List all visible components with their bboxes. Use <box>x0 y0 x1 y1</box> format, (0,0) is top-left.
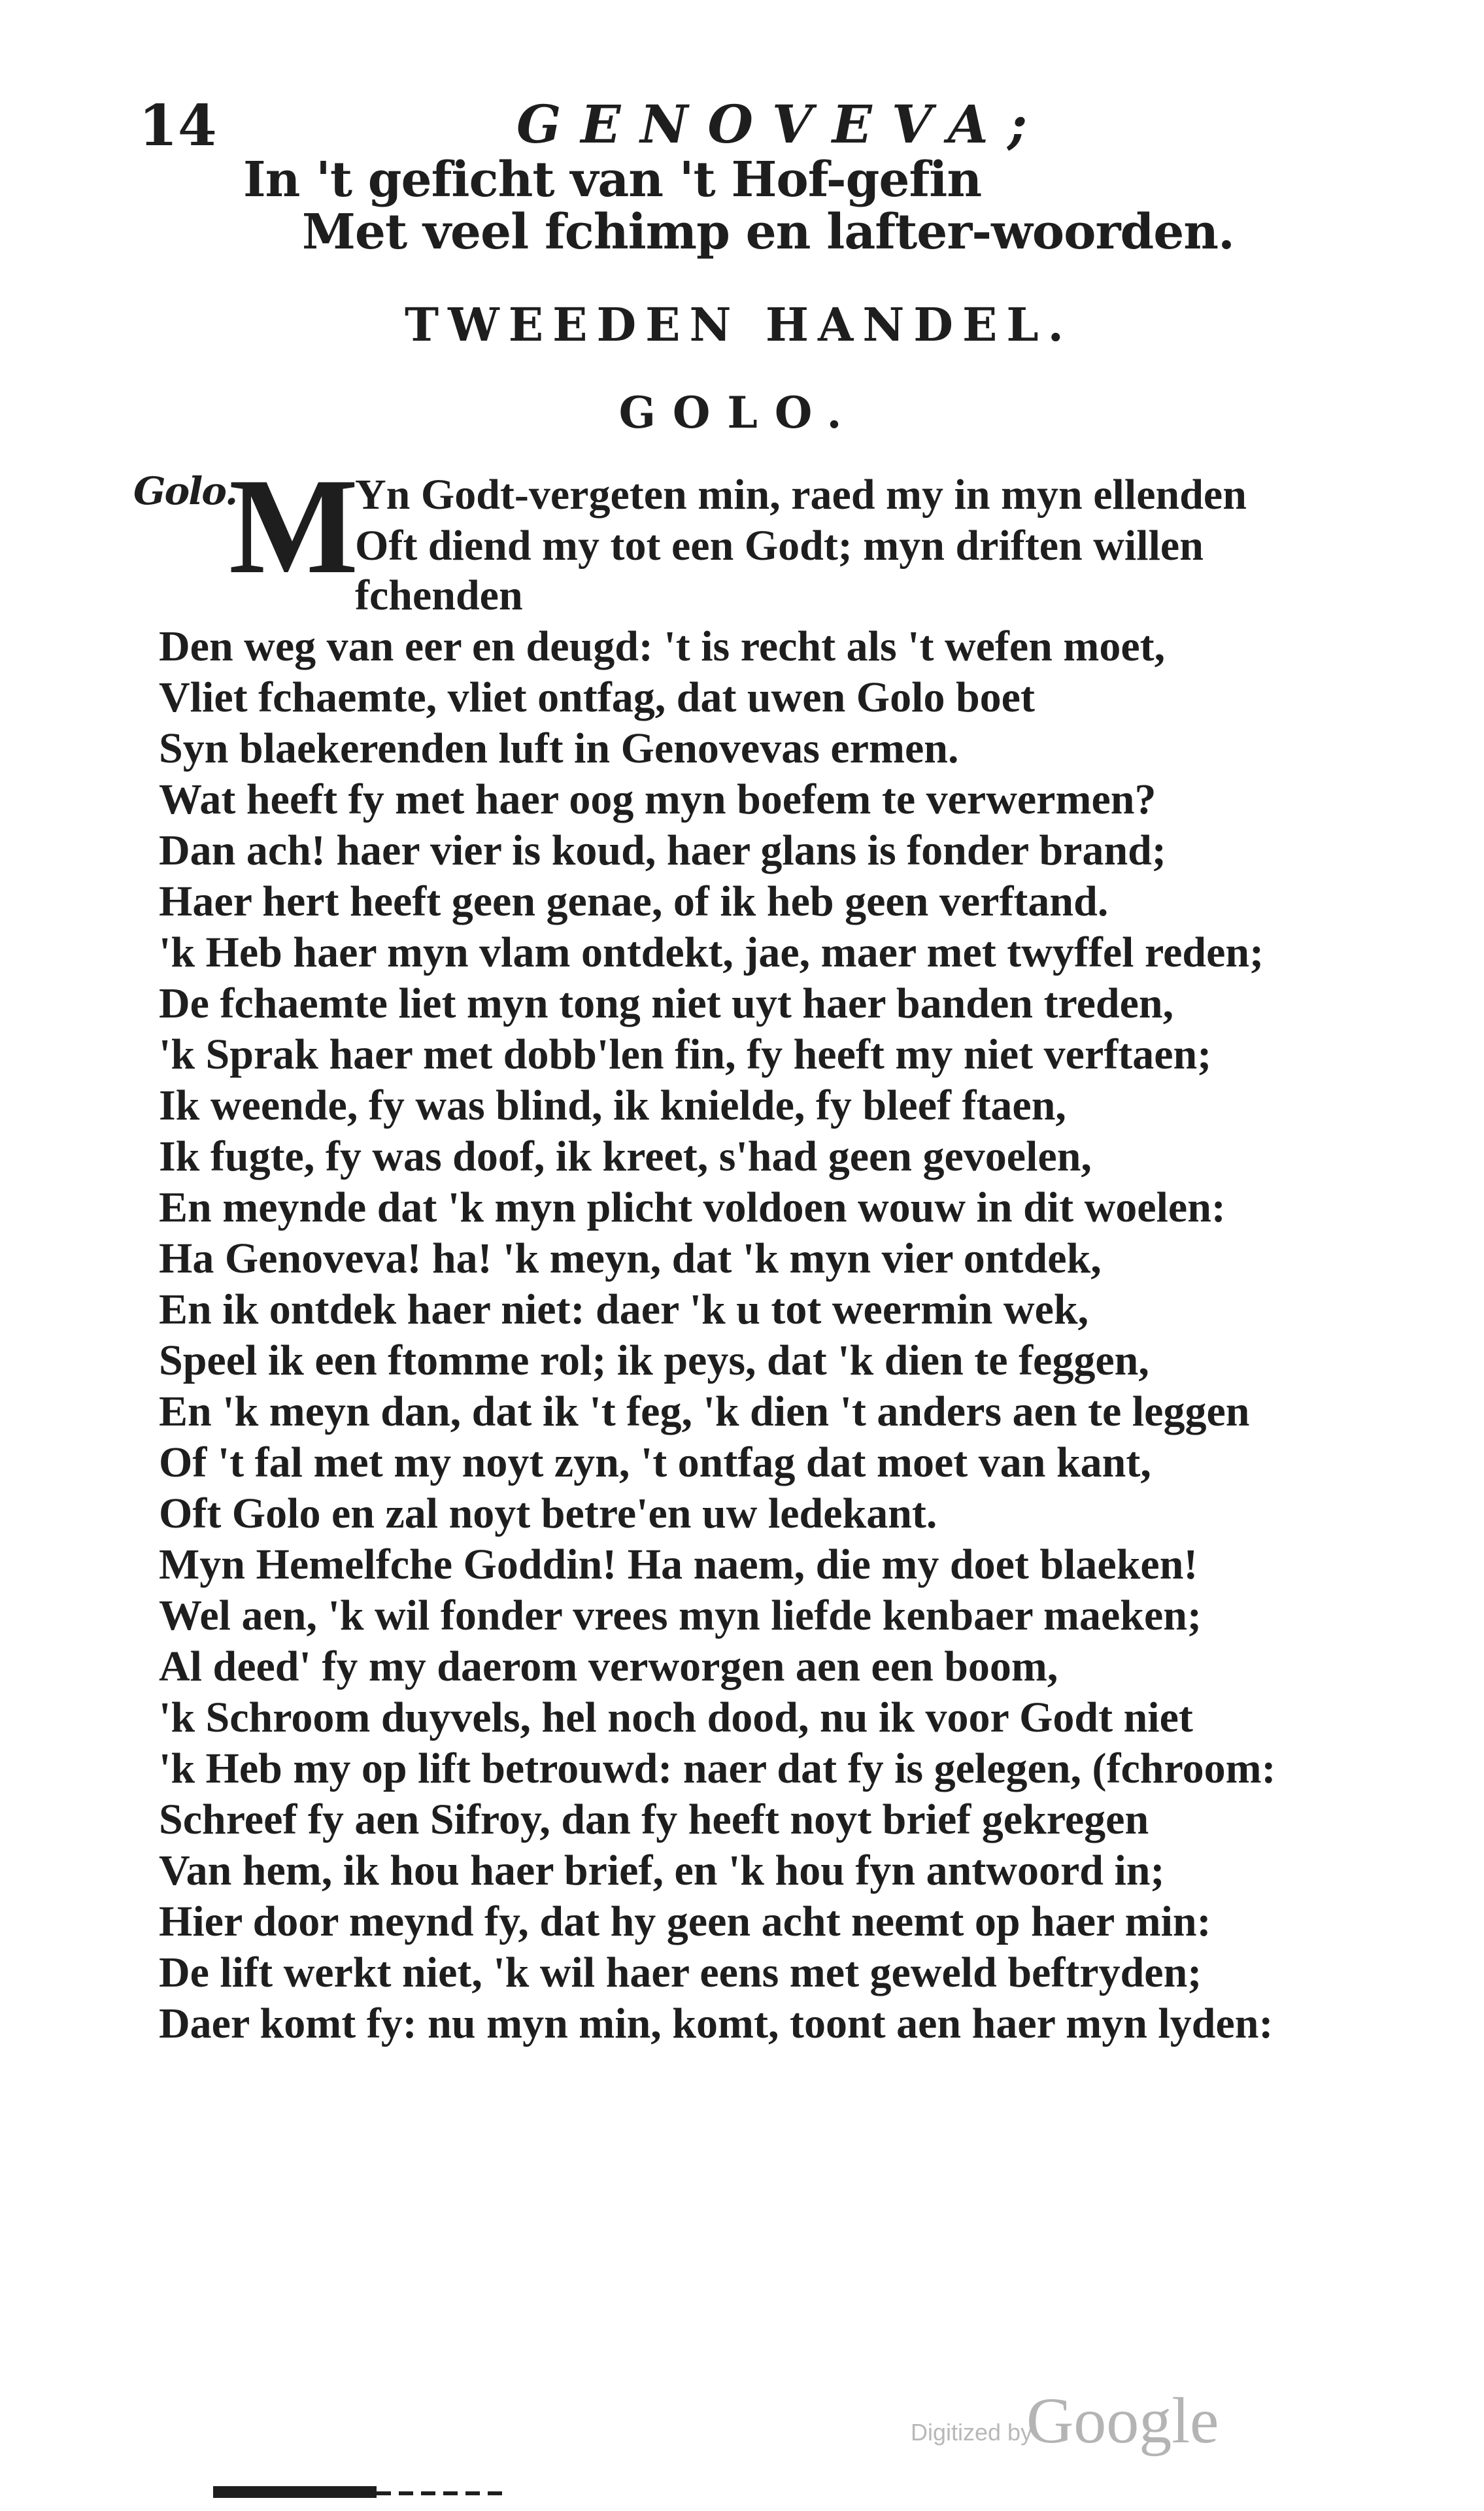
act-heading: TWEEDEN HANDEL. <box>405 298 1073 352</box>
verse-line: En ik ontdek haer niet: daer 'k u tot weermin wek, <box>159 1286 1089 1333</box>
verse-line: Den weg van eer en deugd: 't is recht als 't wefen moet, <box>159 623 1166 670</box>
verse-line: Wel aen, 'k wil fonder vrees myn liefde kenbaer maeken; <box>159 1592 1202 1639</box>
running-title: GENOVEVA; <box>516 94 1047 155</box>
verse-line: En 'k meyn dan, dat ik 't feg, 'k dien 't anders aen te leggen <box>159 1388 1250 1435</box>
continuation-line: Met veel fchimp en lafter-woorden. <box>302 204 1234 260</box>
verse-line: Dan ach! haer vier is koud, haer glans is fonder brand; <box>159 827 1166 874</box>
speaker-tag: Golo. <box>133 469 237 513</box>
verse-line: 'k Schroom duyvels, hel noch dood, nu ik voor Godt niet <box>159 1694 1193 1741</box>
speaker-heading: GOLO. <box>618 387 859 438</box>
verse-line: Vliet fchaemte, vliet ontfag, dat uwen Golo boet <box>159 674 1035 721</box>
verse-line: Of 't fal met my noyt zyn, 't ontfag dat moet van kant, <box>159 1439 1151 1486</box>
verse-line: fchenden <box>355 572 523 619</box>
verse-line: Haer hert heeft geen genae, of ik heb geen verftand. <box>159 878 1109 925</box>
verse-line: Ik fugte, fy was doof, ik kreet, s'had geen gevoelen, <box>159 1133 1092 1180</box>
verse-line: Daer komt fy: nu myn min, komt, toont aen haer myn lyden: <box>159 2000 1273 2047</box>
verse-line: De fchaemte liet myn tong niet uyt haer banden treden, <box>159 980 1174 1027</box>
drop-cap: M <box>229 451 359 602</box>
verse-line: De lift werkt niet, 'k wil haer eens met geweld beftryden; <box>159 1949 1202 1996</box>
verse-line: Ik weende, fy was blind, ik knielde, fy bleef ftaen, <box>159 1082 1066 1129</box>
verse-line: Speel ik een ftomme rol; ik peys, dat 'k dien te feggen, <box>159 1337 1149 1384</box>
bottom-rule <box>213 2486 377 2498</box>
verse-line: 'k Sprak haer met dobb'len fin, fy heeft my niet verftaen; <box>159 1031 1212 1078</box>
verse-line: Wat heeft fy met haer oog myn boefem te verwermen? <box>159 776 1156 823</box>
verse-line: Syn blaekerenden luft in Genovevas ermen. <box>159 725 959 772</box>
verse-line: Schreef fy aen Sifroy, dan fy heeft noyt brief gekregen <box>159 1796 1149 1843</box>
verse-line: 'k Heb my op lift betrouwd: naer dat fy is gelegen, (fchroom: <box>159 1745 1276 1792</box>
verse-line: Van hem, ik hou haer brief, en 'k hou fyn antwoord in; <box>159 1847 1165 1894</box>
watermark-prefix: Digitized by <box>911 2419 1033 2446</box>
verse-line: En meynde dat 'k myn plicht voldoen wouw in dit woelen: <box>159 1184 1226 1231</box>
verse-line: 'k Heb haer myn vlam ontdekt, jae, maer met twyffel reden; <box>159 929 1264 976</box>
verse-line: Hier door meynd fy, dat hy geen acht neemt op haer min: <box>159 1898 1211 1945</box>
watermark-brand: Google <box>1026 2384 1219 2457</box>
bottom-rule-dashed <box>377 2491 507 2495</box>
verse-line: Oft diend my tot een Godt; myn driften willen <box>355 522 1204 570</box>
verse-line: Oft Golo en zal noyt betre'en uw ledekant. <box>159 1490 937 1537</box>
verse-line: Al deed' fy my daerom verworgen aen een boom, <box>159 1643 1058 1690</box>
continuation-line: In 't geficht van 't Hof-gefin <box>243 152 982 208</box>
verse-line: Yn Godt-vergeten min, raed my in myn ellenden <box>355 471 1247 519</box>
page-number: 14 <box>139 93 217 159</box>
verse-line: Ha Genoveva! ha! 'k meyn, dat 'k myn vier ontdek, <box>159 1235 1102 1282</box>
verse-line: Myn Hemelfche Goddin! Ha naem, die my doet blaeken! <box>159 1541 1198 1588</box>
